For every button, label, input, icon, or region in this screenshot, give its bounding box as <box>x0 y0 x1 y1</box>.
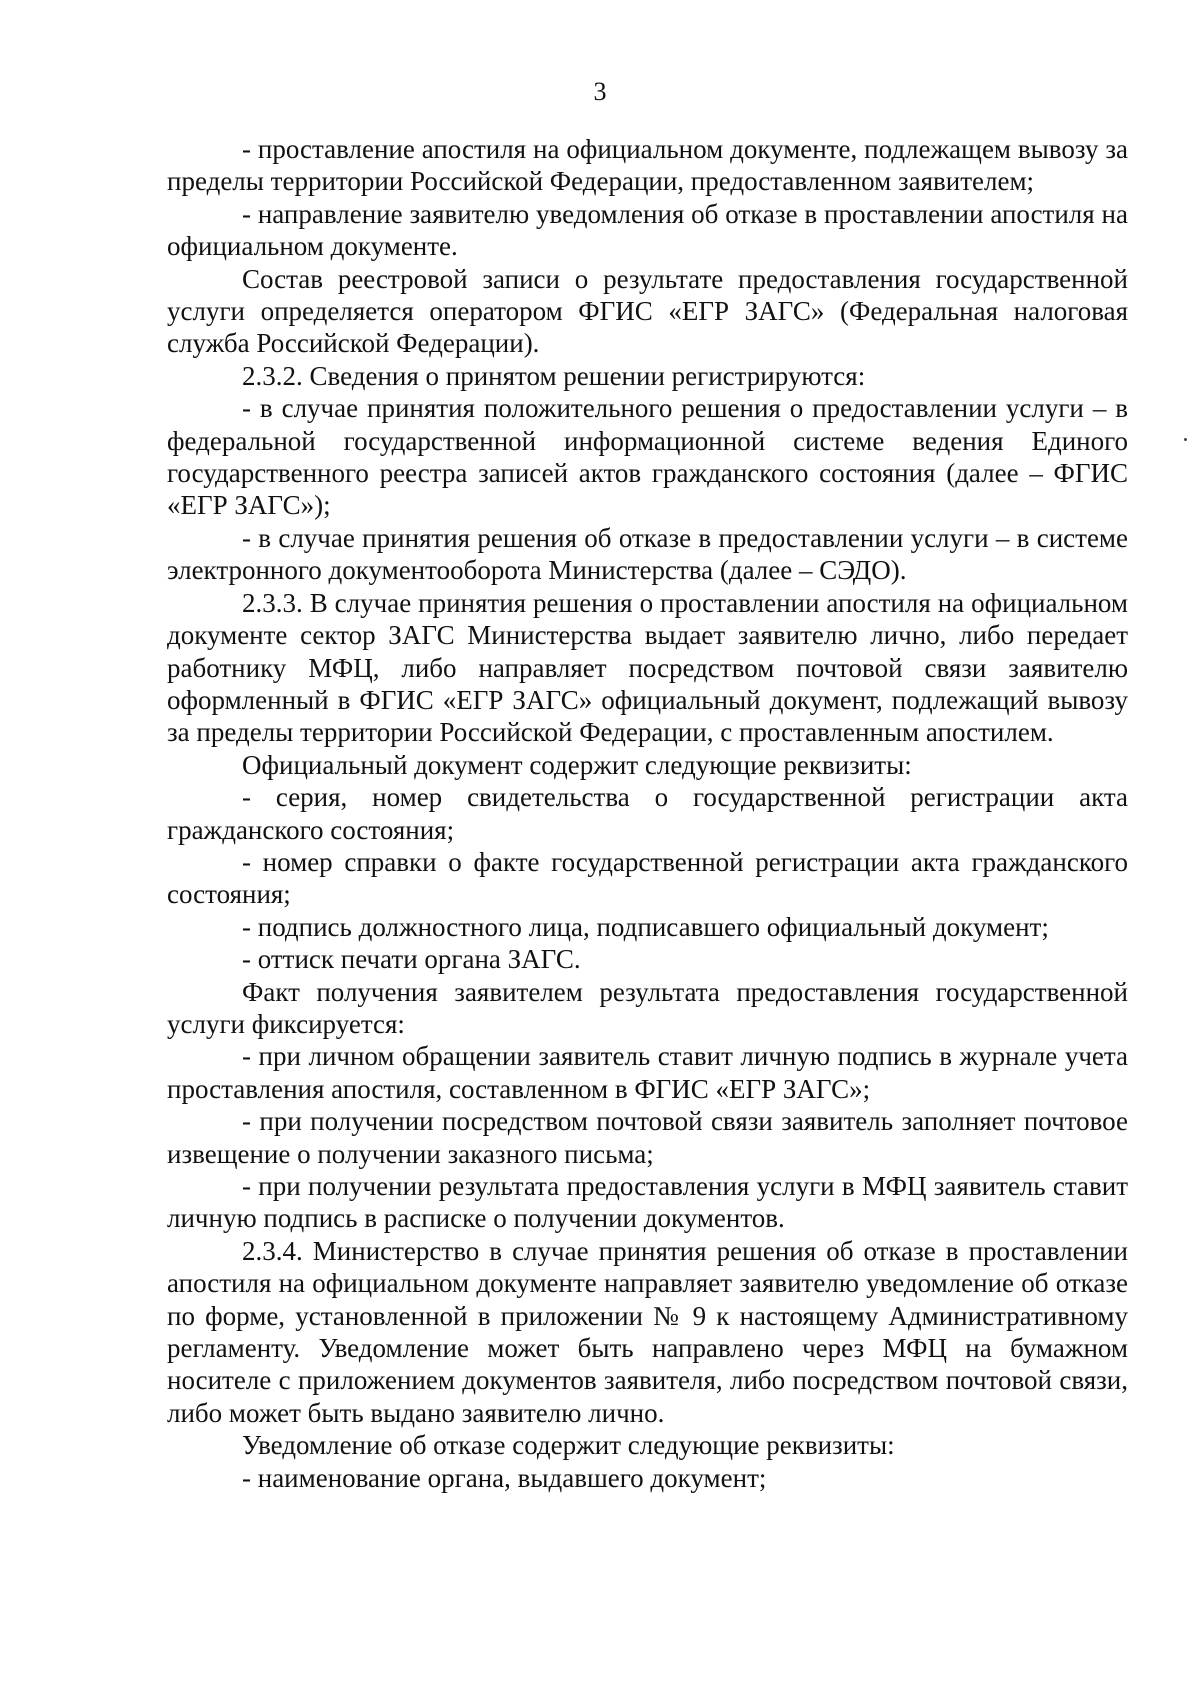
paragraph: - в случае принятия решения об отказе в предоставлении услуги – в системе электронного документооборота Министерства (далее – СЭДО). <box>167 522 1128 586</box>
paragraph: - проставление апостиля на официальном документе, подлежащем вывозу за пределы территории Российской Федерации, предоставленном заявителем; <box>167 134 1128 197</box>
paragraph: - номер справки о факте государственной регистрации акта гражданского состояния; <box>167 846 1128 910</box>
page-number: 3 <box>593 77 607 106</box>
paragraph: 2.3.4. Министерство в случае принятия решения об отказе в проставлении апостиля на официальном документе направляет заявителю уведомление об отказе по форме, установленной в приложении № 9 к настоящему Административному регламенту. Уведомление может быть направлено через МФЦ на бумажном носителе с приложением документов заявителя, либо посредством почтовой связи, либо может быть выдано заявителю лично. <box>167 1235 1128 1428</box>
paragraph: - при личном обращении заявитель ставит личную подпись в журнале учета проставления апостиля, составленном в ФГИС «ЕГР ЗАГС»; <box>167 1041 1128 1104</box>
document-body <box>167 133 1128 1494</box>
paragraph: Уведомление об отказе содержит следующие реквизиты: <box>242 1430 895 1461</box>
paragraph: - оттиск печати органа ЗАГС. <box>242 944 581 975</box>
paragraph: Факт получения заявителем результата предоставления государственной услуги фиксируется: <box>167 976 1128 1039</box>
paragraph: - наименование органа, выдавшего документ; <box>242 1462 767 1493</box>
paragraph: - серия, номер свидетельства о государственной регистрации акта гражданского состояния; <box>167 782 1128 845</box>
scan-speck <box>1184 438 1187 441</box>
paragraph: Официальный документ содержит следующие реквизиты: <box>242 749 912 780</box>
paragraph: Состав реестровой записи о результате предоставления государственной услуги определяется оператором ФГИС «ЕГР ЗАГС» (Федеральная налоговая служба Российской Федерации). <box>167 263 1128 359</box>
paragraph: - при получении результата предоставления услуги в МФЦ заявитель ставит личную подпись в расписке о получении документов. <box>167 1171 1128 1234</box>
paragraph: - направление заявителю уведомления об отказе в проставлении апостиля на официальном документе. <box>167 198 1128 262</box>
paragraph: - в случае принятия положительного решения о предоставлении услуги – в федеральной государственной информационной системе ведения Единого государственного реестра записей актов гражданского состояния (далее – ФГИС «ЕГР ЗАГС»); <box>167 393 1128 521</box>
paragraph: 2.3.2. Сведения о принятом решении регистрируются: <box>242 360 866 391</box>
paragraph: - подпись должностного лица, подписавшего официальный документ; <box>242 911 1049 942</box>
paragraph: 2.3.3. В случае принятия решения о проставлении апостиля на официальном документе сектор ЗАГС Министерства выдает заявителю лично, либо передает работнику МФЦ, либо направляет посредством почтовой связи заявителю оформленный в ФГИС «ЕГР ЗАГС» официальный документ, подлежащий вывозу за пределы территории Российской Федерации, с проставленным апостилем. <box>167 587 1128 748</box>
paragraph: - при получении посредством почтовой связи заявитель заполняет почтовое извещение о получении заказного письма; <box>167 1106 1128 1169</box>
